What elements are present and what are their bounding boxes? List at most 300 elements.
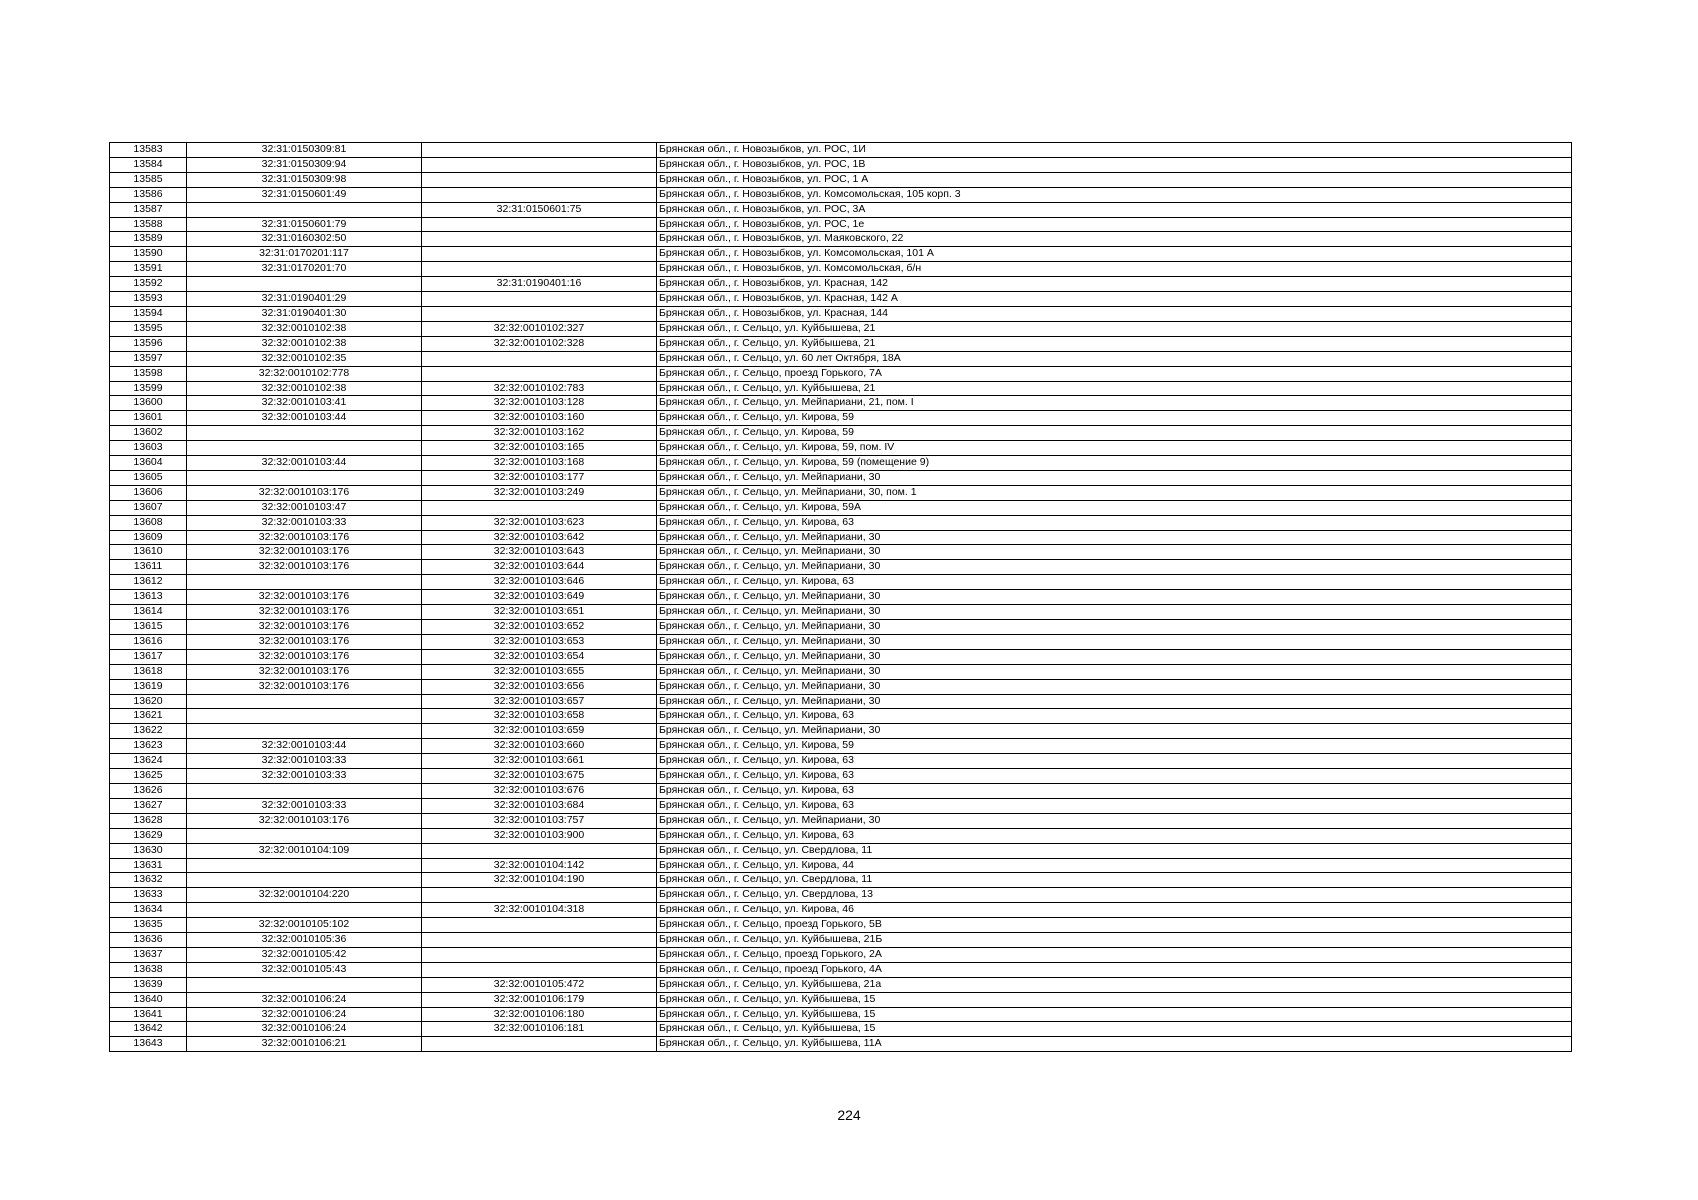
land-cadastral-number-cell: 32:32:0010103:44: [187, 456, 422, 471]
address-cell: Брянская обл., г. Сельцо, ул. Мейпариани, 30: [657, 694, 1572, 709]
table-row: [110, 157, 1572, 172]
row-number-cell: 13623: [110, 739, 187, 754]
row-number-cell: 13599: [110, 381, 187, 396]
object-cadastral-number-cell: [422, 247, 657, 262]
land-cadastral-number-cell: [187, 202, 422, 217]
land-cadastral-number-cell: 32:32:0010102:778: [187, 366, 422, 381]
table-row: [110, 515, 1572, 530]
table-row: [110, 381, 1572, 396]
address-cell: Брянская обл., г. Сельцо, ул. Кирова, 63: [657, 769, 1572, 784]
object-cadastral-number-cell: [422, 918, 657, 933]
land-cadastral-number-cell: 32:32:0010106:24: [187, 1007, 422, 1022]
land-cadastral-number-cell: 32:31:0150601:79: [187, 217, 422, 232]
table-row: [110, 888, 1572, 903]
table-row: [110, 769, 1572, 784]
row-number-cell: 13606: [110, 485, 187, 500]
object-cadastral-number-cell: 32:32:0010104:318: [422, 903, 657, 918]
object-cadastral-number-cell: 32:32:0010103:900: [422, 828, 657, 843]
table-row: [110, 575, 1572, 590]
address-cell: Брянская обл., г. Сельцо, ул. Мейпариани, 30: [657, 590, 1572, 605]
table-row: [110, 1007, 1572, 1022]
row-number-cell: 13598: [110, 366, 187, 381]
address-cell: Брянская обл., г. Сельцо, ул. Свердлова, 13: [657, 888, 1572, 903]
land-cadastral-number-cell: 32:32:0010102:35: [187, 351, 422, 366]
object-cadastral-number-cell: [422, 1037, 657, 1052]
land-cadastral-number-cell: 32:32:0010103:176: [187, 649, 422, 664]
table-row: [110, 172, 1572, 187]
land-cadastral-number-cell: 32:31:0150601:49: [187, 187, 422, 202]
row-number-cell: 13616: [110, 634, 187, 649]
address-cell: Брянская обл., г. Сельцо, ул. Куйбышева, 15: [657, 992, 1572, 1007]
address-cell: Брянская обл., г. Сельцо, проезд Горького, 5В: [657, 918, 1572, 933]
land-cadastral-number-cell: 32:31:0150309:94: [187, 157, 422, 172]
object-cadastral-number-cell: [422, 947, 657, 962]
table-row: [110, 351, 1572, 366]
table-row: [110, 456, 1572, 471]
table-row: [110, 992, 1572, 1007]
address-cell: Брянская обл., г. Новозыбков, ул. РОС, 1 А: [657, 172, 1572, 187]
land-cadastral-number-cell: 32:32:0010104:220: [187, 888, 422, 903]
table-row: [110, 783, 1572, 798]
row-number-cell: 13627: [110, 798, 187, 813]
land-cadastral-number-cell: 32:32:0010103:33: [187, 798, 422, 813]
object-cadastral-number-cell: 32:32:0010103:661: [422, 754, 657, 769]
land-cadastral-number-cell: 32:32:0010103:176: [187, 813, 422, 828]
object-cadastral-number-cell: 32:32:0010103:652: [422, 620, 657, 635]
table-row: [110, 292, 1572, 307]
table-row: [110, 858, 1572, 873]
row-number-cell: 13615: [110, 620, 187, 635]
table-row: [110, 679, 1572, 694]
row-number-cell: 13636: [110, 933, 187, 948]
address-cell: Брянская обл., г. Сельцо, ул. Свердлова, 11: [657, 873, 1572, 888]
row-number-cell: 13584: [110, 157, 187, 172]
object-cadastral-number-cell: 32:32:0010103:653: [422, 634, 657, 649]
row-number-cell: 13609: [110, 530, 187, 545]
row-number-cell: 13629: [110, 828, 187, 843]
object-cadastral-number-cell: 32:32:0010103:644: [422, 560, 657, 575]
table-row: [110, 470, 1572, 485]
table-row: [110, 366, 1572, 381]
row-number-cell: 13610: [110, 545, 187, 560]
object-cadastral-number-cell: 32:32:0010103:657: [422, 694, 657, 709]
table-row: [110, 590, 1572, 605]
object-cadastral-number-cell: [422, 292, 657, 307]
land-cadastral-number-cell: 32:32:0010102:38: [187, 321, 422, 336]
address-cell: Брянская обл., г. Сельцо, ул. Кирова, 63: [657, 575, 1572, 590]
table-row: [110, 813, 1572, 828]
row-number-cell: 13642: [110, 1022, 187, 1037]
address-cell: Брянская обл., г. Новозыбков, ул. Красная, 142 А: [657, 292, 1572, 307]
address-cell: Брянская обл., г. Новозыбков, ул. Маяковского, 22: [657, 232, 1572, 247]
row-number-cell: 13608: [110, 515, 187, 530]
row-number-cell: 13630: [110, 843, 187, 858]
table-row: [110, 754, 1572, 769]
table-row: [110, 873, 1572, 888]
address-cell: Брянская обл., г. Сельцо, ул. Кирова, 63: [657, 828, 1572, 843]
land-cadastral-number-cell: 32:32:0010103:176: [187, 560, 422, 575]
row-number-cell: 13613: [110, 590, 187, 605]
object-cadastral-number-cell: 32:32:0010103:162: [422, 426, 657, 441]
object-cadastral-number-cell: [422, 933, 657, 948]
page-number: 224: [837, 1107, 861, 1123]
table-row: [110, 918, 1572, 933]
address-cell: Брянская обл., г. Сельцо, ул. Кирова, 59: [657, 426, 1572, 441]
table-row: [110, 694, 1572, 709]
table-row: [110, 605, 1572, 620]
table-row: [110, 1022, 1572, 1037]
row-number-cell: 13589: [110, 232, 187, 247]
row-number-cell: 13619: [110, 679, 187, 694]
row-number-cell: 13583: [110, 143, 187, 158]
object-cadastral-number-cell: 32:32:0010103:165: [422, 441, 657, 456]
address-cell: Брянская обл., г. Новозыбков, ул. РОС, 1е: [657, 217, 1572, 232]
address-cell: Брянская обл., г. Сельцо, ул. Куйбышева, 15: [657, 1007, 1572, 1022]
object-cadastral-number-cell: [422, 366, 657, 381]
address-cell: Брянская обл., г. Сельцо, ул. Мейпариани, 30, пом. 1: [657, 485, 1572, 500]
address-cell: Брянская обл., г. Сельцо, ул. Мейпариани, 30: [657, 664, 1572, 679]
address-cell: Брянская обл., г. Сельцо, ул. Мейпариани, 30: [657, 605, 1572, 620]
row-number-cell: 13601: [110, 411, 187, 426]
address-cell: Брянская обл., г. Сельцо, ул. Куйбышева, 21: [657, 381, 1572, 396]
address-cell: Брянская обл., г. Сельцо, ул. Кирова, 44: [657, 858, 1572, 873]
table-row: [110, 664, 1572, 679]
row-number-cell: 13596: [110, 336, 187, 351]
land-cadastral-number-cell: 32:32:0010106:21: [187, 1037, 422, 1052]
address-cell: Брянская обл., г. Сельцо, ул. Кирова, 46: [657, 903, 1572, 918]
table-row: [110, 217, 1572, 232]
address-cell: Брянская обл., г. Сельцо, ул. Кирова, 59: [657, 411, 1572, 426]
object-cadastral-number-cell: 32:32:0010103:649: [422, 590, 657, 605]
object-cadastral-number-cell: 32:32:0010103:168: [422, 456, 657, 471]
object-cadastral-number-cell: 32:32:0010103:651: [422, 605, 657, 620]
land-cadastral-number-cell: 32:32:0010103:176: [187, 485, 422, 500]
object-cadastral-number-cell: 32:32:0010105:472: [422, 977, 657, 992]
table-row: [110, 187, 1572, 202]
row-number-cell: 13640: [110, 992, 187, 1007]
table-row: [110, 947, 1572, 962]
object-cadastral-number-cell: 32:32:0010103:623: [422, 515, 657, 530]
row-number-cell: 13626: [110, 783, 187, 798]
table-row: [110, 977, 1572, 992]
row-number-cell: 13643: [110, 1037, 187, 1052]
object-cadastral-number-cell: 32:32:0010106:179: [422, 992, 657, 1007]
table-row: [110, 530, 1572, 545]
land-cadastral-number-cell: 32:32:0010103:33: [187, 754, 422, 769]
address-cell: Брянская обл., г. Сельцо, ул. Мейпариани, 30: [657, 649, 1572, 664]
object-cadastral-number-cell: [422, 888, 657, 903]
object-cadastral-number-cell: 32:32:0010102:783: [422, 381, 657, 396]
land-cadastral-number-cell: [187, 470, 422, 485]
object-cadastral-number-cell: 32:32:0010103:660: [422, 739, 657, 754]
address-cell: Брянская обл., г. Сельцо, ул. Кирова, 63: [657, 709, 1572, 724]
address-cell: Брянская обл., г. Новозыбков, ул. РОС, 3А: [657, 202, 1572, 217]
object-cadastral-number-cell: 32:32:0010103:128: [422, 396, 657, 411]
row-number-cell: 13590: [110, 247, 187, 262]
address-cell: Брянская обл., г. Новозыбков, ул. Красная, 142: [657, 277, 1572, 292]
address-cell: Брянская обл., г. Сельцо, ул. Кирова, 63: [657, 515, 1572, 530]
land-cadastral-number-cell: [187, 724, 422, 739]
row-number-cell: 13632: [110, 873, 187, 888]
row-number-cell: 13591: [110, 262, 187, 277]
row-number-cell: 13607: [110, 500, 187, 515]
land-cadastral-number-cell: 32:31:0160302:50: [187, 232, 422, 247]
address-cell: Брянская обл., г. Новозыбков, ул. РОС, 1И: [657, 143, 1572, 158]
land-cadastral-number-cell: [187, 903, 422, 918]
row-number-cell: 13605: [110, 470, 187, 485]
row-number-cell: 13625: [110, 769, 187, 784]
address-cell: Брянская обл., г. Сельцо, проезд Горького, 2А: [657, 947, 1572, 962]
row-number-cell: 13638: [110, 962, 187, 977]
table-row: [110, 709, 1572, 724]
object-cadastral-number-cell: 32:32:0010103:675: [422, 769, 657, 784]
object-cadastral-number-cell: 32:32:0010103:643: [422, 545, 657, 560]
address-cell: Брянская обл., г. Сельцо, ул. Куйбышева, 21: [657, 321, 1572, 336]
row-number-cell: 13600: [110, 396, 187, 411]
address-cell: Брянская обл., г. Сельцо, ул. Кирова, 63: [657, 783, 1572, 798]
table-row: [110, 739, 1572, 754]
land-cadastral-number-cell: 32:32:0010103:176: [187, 530, 422, 545]
land-cadastral-number-cell: 32:32:0010103:44: [187, 739, 422, 754]
table-row: [110, 828, 1572, 843]
object-cadastral-number-cell: 32:32:0010103:642: [422, 530, 657, 545]
land-cadastral-number-cell: 32:32:0010103:44: [187, 411, 422, 426]
address-cell: Брянская обл., г. Сельцо, ул. Кирова, 63: [657, 798, 1572, 813]
address-cell: Брянская обл., г. Сельцо, ул. Кирова, 59 (помещение 9): [657, 456, 1572, 471]
table-row: [110, 306, 1572, 321]
row-number-cell: 13603: [110, 441, 187, 456]
land-cadastral-number-cell: 32:32:0010105:36: [187, 933, 422, 948]
object-cadastral-number-cell: 32:32:0010103:757: [422, 813, 657, 828]
table-row: [110, 649, 1572, 664]
object-cadastral-number-cell: 32:32:0010103:659: [422, 724, 657, 739]
object-cadastral-number-cell: 32:32:0010103:654: [422, 649, 657, 664]
object-cadastral-number-cell: [422, 157, 657, 172]
address-cell: Брянская обл., г. Сельцо, ул. Куйбышева, 11А: [657, 1037, 1572, 1052]
row-number-cell: 13637: [110, 947, 187, 962]
object-cadastral-number-cell: 32:32:0010103:676: [422, 783, 657, 798]
row-number-cell: 13635: [110, 918, 187, 933]
table-row: [110, 202, 1572, 217]
land-cadastral-number-cell: 32:32:0010103:41: [187, 396, 422, 411]
land-cadastral-number-cell: 32:32:0010103:176: [187, 634, 422, 649]
address-cell: Брянская обл., г. Сельцо, ул. Мейпариани, 21, пом. I: [657, 396, 1572, 411]
object-cadastral-number-cell: [422, 843, 657, 858]
row-number-cell: 13621: [110, 709, 187, 724]
row-number-cell: 13634: [110, 903, 187, 918]
row-number-cell: 13604: [110, 456, 187, 471]
land-cadastral-number-cell: 32:32:0010103:33: [187, 515, 422, 530]
row-number-cell: 13633: [110, 888, 187, 903]
object-cadastral-number-cell: [422, 351, 657, 366]
address-cell: Брянская обл., г. Сельцо, ул. 60 лет Октября, 18А: [657, 351, 1572, 366]
table-row: [110, 143, 1572, 158]
land-cadastral-number-cell: [187, 858, 422, 873]
land-cadastral-number-cell: 32:32:0010103:176: [187, 605, 422, 620]
address-cell: Брянская обл., г. Сельцо, ул. Кирова, 59, пом. IV: [657, 441, 1572, 456]
table-row: [110, 441, 1572, 456]
object-cadastral-number-cell: 32:32:0010103:655: [422, 664, 657, 679]
land-cadastral-number-cell: [187, 977, 422, 992]
row-number-cell: 13624: [110, 754, 187, 769]
table-row: [110, 500, 1572, 515]
address-cell: Брянская обл., г. Сельцо, ул. Мейпариани, 30: [657, 620, 1572, 635]
address-cell: Брянская обл., г. Сельцо, проезд Горького, 7А: [657, 366, 1572, 381]
row-number-cell: 13597: [110, 351, 187, 366]
address-cell: Брянская обл., г. Сельцо, ул. Мейпариани, 30: [657, 679, 1572, 694]
row-number-cell: 13620: [110, 694, 187, 709]
object-cadastral-number-cell: [422, 306, 657, 321]
table-row: [110, 396, 1572, 411]
object-cadastral-number-cell: [422, 962, 657, 977]
address-cell: Брянская обл., г. Сельцо, ул. Мейпариани, 30: [657, 560, 1572, 575]
object-cadastral-number-cell: [422, 500, 657, 515]
object-cadastral-number-cell: 32:32:0010103:658: [422, 709, 657, 724]
table-row: [110, 843, 1572, 858]
land-cadastral-number-cell: 32:31:0150309:98: [187, 172, 422, 187]
object-cadastral-number-cell: [422, 187, 657, 202]
row-number-cell: 13592: [110, 277, 187, 292]
object-cadastral-number-cell: 32:31:0190401:16: [422, 277, 657, 292]
table-row: [110, 277, 1572, 292]
address-cell: Брянская обл., г. Сельцо, ул. Куйбышева, 21а: [657, 977, 1572, 992]
land-cadastral-number-cell: 32:32:0010102:38: [187, 336, 422, 351]
table-row: [110, 560, 1572, 575]
row-number-cell: 13618: [110, 664, 187, 679]
object-cadastral-number-cell: [422, 143, 657, 158]
table-row: [110, 933, 1572, 948]
land-cadastral-number-cell: 32:31:0170201:117: [187, 247, 422, 262]
land-cadastral-number-cell: [187, 873, 422, 888]
object-cadastral-number-cell: 32:32:0010103:177: [422, 470, 657, 485]
table-row: [110, 724, 1572, 739]
land-cadastral-number-cell: 32:32:0010103:47: [187, 500, 422, 515]
row-number-cell: 13641: [110, 1007, 187, 1022]
address-cell: Брянская обл., г. Сельцо, ул. Куйбышева, 15: [657, 1022, 1572, 1037]
object-cadastral-number-cell: 32:32:0010103:160: [422, 411, 657, 426]
land-cadastral-number-cell: 32:32:0010103:176: [187, 620, 422, 635]
land-cadastral-number-cell: 32:32:0010105:43: [187, 962, 422, 977]
table-row: [110, 247, 1572, 262]
address-cell: Брянская обл., г. Сельцо, ул. Кирова, 63: [657, 754, 1572, 769]
address-cell: Брянская обл., г. Сельцо, ул. Куйбышева, 21Б: [657, 933, 1572, 948]
object-cadastral-number-cell: [422, 232, 657, 247]
land-cadastral-number-cell: [187, 828, 422, 843]
land-cadastral-number-cell: 32:32:0010102:38: [187, 381, 422, 396]
land-cadastral-number-cell: [187, 277, 422, 292]
row-number-cell: 13585: [110, 172, 187, 187]
row-number-cell: 13639: [110, 977, 187, 992]
row-number-cell: 13587: [110, 202, 187, 217]
land-cadastral-number-cell: 32:32:0010106:24: [187, 1022, 422, 1037]
table-row: [110, 426, 1572, 441]
address-cell: Брянская обл., г. Сельцо, ул. Кирова, 59: [657, 739, 1572, 754]
land-cadastral-number-cell: [187, 709, 422, 724]
row-number-cell: 13588: [110, 217, 187, 232]
land-cadastral-number-cell: 32:32:0010106:24: [187, 992, 422, 1007]
object-cadastral-number-cell: [422, 217, 657, 232]
land-cadastral-number-cell: 32:32:0010103:176: [187, 590, 422, 605]
address-cell: Брянская обл., г. Новозыбков, ул. Комсомольская, 105 корп. 3: [657, 187, 1572, 202]
object-cadastral-number-cell: 32:32:0010102:328: [422, 336, 657, 351]
address-cell: Брянская обл., г. Сельцо, ул. Свердлова, 11: [657, 843, 1572, 858]
table-row: [110, 962, 1572, 977]
row-number-cell: 13628: [110, 813, 187, 828]
object-cadastral-number-cell: 32:32:0010104:142: [422, 858, 657, 873]
address-cell: Брянская обл., г. Сельцо, ул. Мейпариани, 30: [657, 470, 1572, 485]
land-cadastral-number-cell: 32:31:0150309:81: [187, 143, 422, 158]
object-cadastral-number-cell: 32:32:0010104:190: [422, 873, 657, 888]
address-cell: Брянская обл., г. Сельцо, ул. Мейпариани, 30: [657, 634, 1572, 649]
object-cadastral-number-cell: 32:32:0010103:656: [422, 679, 657, 694]
object-cadastral-number-cell: 32:32:0010102:327: [422, 321, 657, 336]
row-number-cell: 13595: [110, 321, 187, 336]
land-cadastral-number-cell: [187, 575, 422, 590]
address-cell: Брянская обл., г. Сельцо, ул. Мейпариани, 30: [657, 545, 1572, 560]
table-row: [110, 634, 1572, 649]
address-cell: Брянская обл., г. Новозыбков, ул. Красная, 144: [657, 306, 1572, 321]
object-cadastral-number-cell: 32:32:0010103:249: [422, 485, 657, 500]
row-number-cell: 13612: [110, 575, 187, 590]
object-cadastral-number-cell: 32:31:0150601:75: [422, 202, 657, 217]
land-cadastral-number-cell: [187, 426, 422, 441]
table-row: [110, 798, 1572, 813]
row-number-cell: 13631: [110, 858, 187, 873]
address-cell: Брянская обл., г. Новозыбков, ул. Комсомольская, 101 А: [657, 247, 1572, 262]
object-cadastral-number-cell: 32:32:0010103:646: [422, 575, 657, 590]
land-cadastral-number-cell: 32:32:0010105:42: [187, 947, 422, 962]
land-cadastral-number-cell: 32:31:0190401:29: [187, 292, 422, 307]
land-cadastral-number-cell: 32:31:0170201:70: [187, 262, 422, 277]
row-number-cell: 13594: [110, 306, 187, 321]
land-cadastral-number-cell: 32:32:0010104:109: [187, 843, 422, 858]
land-cadastral-number-cell: [187, 441, 422, 456]
land-cadastral-number-cell: 32:32:0010103:176: [187, 664, 422, 679]
row-number-cell: 13593: [110, 292, 187, 307]
land-cadastral-number-cell: [187, 783, 422, 798]
object-cadastral-number-cell: [422, 172, 657, 187]
table-row: [110, 411, 1572, 426]
table-row: [110, 903, 1572, 918]
land-cadastral-number-cell: 32:31:0190401:30: [187, 306, 422, 321]
row-number-cell: 13602: [110, 426, 187, 441]
row-number-cell: 13611: [110, 560, 187, 575]
address-cell: Брянская обл., г. Сельцо, ул. Кирова, 59А: [657, 500, 1572, 515]
land-cadastral-number-cell: [187, 694, 422, 709]
table-row: [110, 545, 1572, 560]
table-row: [110, 262, 1572, 277]
land-cadastral-number-cell: 32:32:0010103:176: [187, 679, 422, 694]
object-cadastral-number-cell: 32:32:0010106:180: [422, 1007, 657, 1022]
property-registry-table: [109, 142, 1572, 1052]
address-cell: Брянская обл., г. Сельцо, ул. Мейпариани, 30: [657, 530, 1572, 545]
registry-table-body: [110, 143, 1572, 1052]
address-cell: Брянская обл., г. Сельцо, ул. Мейпариани, 30: [657, 813, 1572, 828]
address-cell: Брянская обл., г. Сельцо, проезд Горького, 4А: [657, 962, 1572, 977]
object-cadastral-number-cell: 32:32:0010103:684: [422, 798, 657, 813]
table-row: [110, 1037, 1572, 1052]
land-cadastral-number-cell: 32:32:0010103:176: [187, 545, 422, 560]
land-cadastral-number-cell: 32:32:0010105:102: [187, 918, 422, 933]
land-cadastral-number-cell: 32:32:0010103:33: [187, 769, 422, 784]
table-row: [110, 485, 1572, 500]
object-cadastral-number-cell: [422, 262, 657, 277]
address-cell: Брянская обл., г. Новозыбков, ул. Комсомольская, б/н: [657, 262, 1572, 277]
row-number-cell: 13586: [110, 187, 187, 202]
table-row: [110, 336, 1572, 351]
table-row: [110, 321, 1572, 336]
table-row: [110, 620, 1572, 635]
